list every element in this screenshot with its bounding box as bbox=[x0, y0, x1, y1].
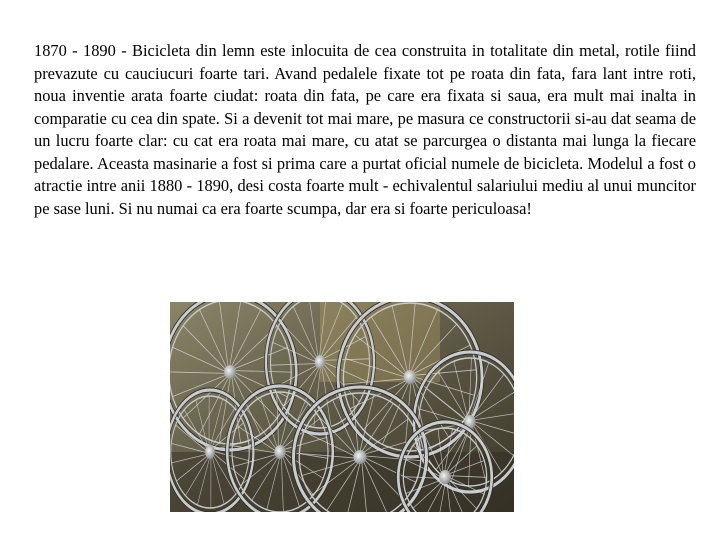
bicycle-wheels-photo bbox=[170, 302, 514, 512]
photo-floor-shadow bbox=[170, 452, 514, 512]
wheel-hub bbox=[224, 365, 236, 379]
wheel-hub bbox=[353, 450, 366, 464]
body-paragraph: 1870 - 1890 - Bicicleta din lemn este inlocuita de cea construita in totalitate din metal, rotile fiind prevazute cu cauciucuri foarte tari. Avand pedalele fixate tot pe roata din fata, fara lant intre roti, noua inventie arata foarte ciudat: roata din fata, pe care era fixata si saua, era mult mai inalta in comparatie cu cea din spate. Si a devenit tot mai mare, pe masura ce constructorii si-au dat seama de un lucru foarte clar: cu cat era roata mai mare, cu atat se parcurgea o distanta mai lunga la fiecare pedalare. Aceasta masinarie a fost si prima care a purtat oficial numele de bicicleta. Modelul a fost o atractie intre anii 1880 - 1890, desi costa foarte mult - echivalentul salariului mediu al unui muncitor pe sase luni. Si nu numai ca era foarte scumpa, dar era si foarte periculoasa! bbox=[34, 41, 696, 218]
wheel-hub bbox=[315, 355, 326, 369]
wheels-illustration bbox=[170, 302, 514, 512]
wheel-hub bbox=[274, 445, 285, 459]
wheel-hub bbox=[439, 470, 451, 484]
wheel-hub bbox=[205, 445, 215, 459]
wheel-hub bbox=[404, 370, 417, 384]
